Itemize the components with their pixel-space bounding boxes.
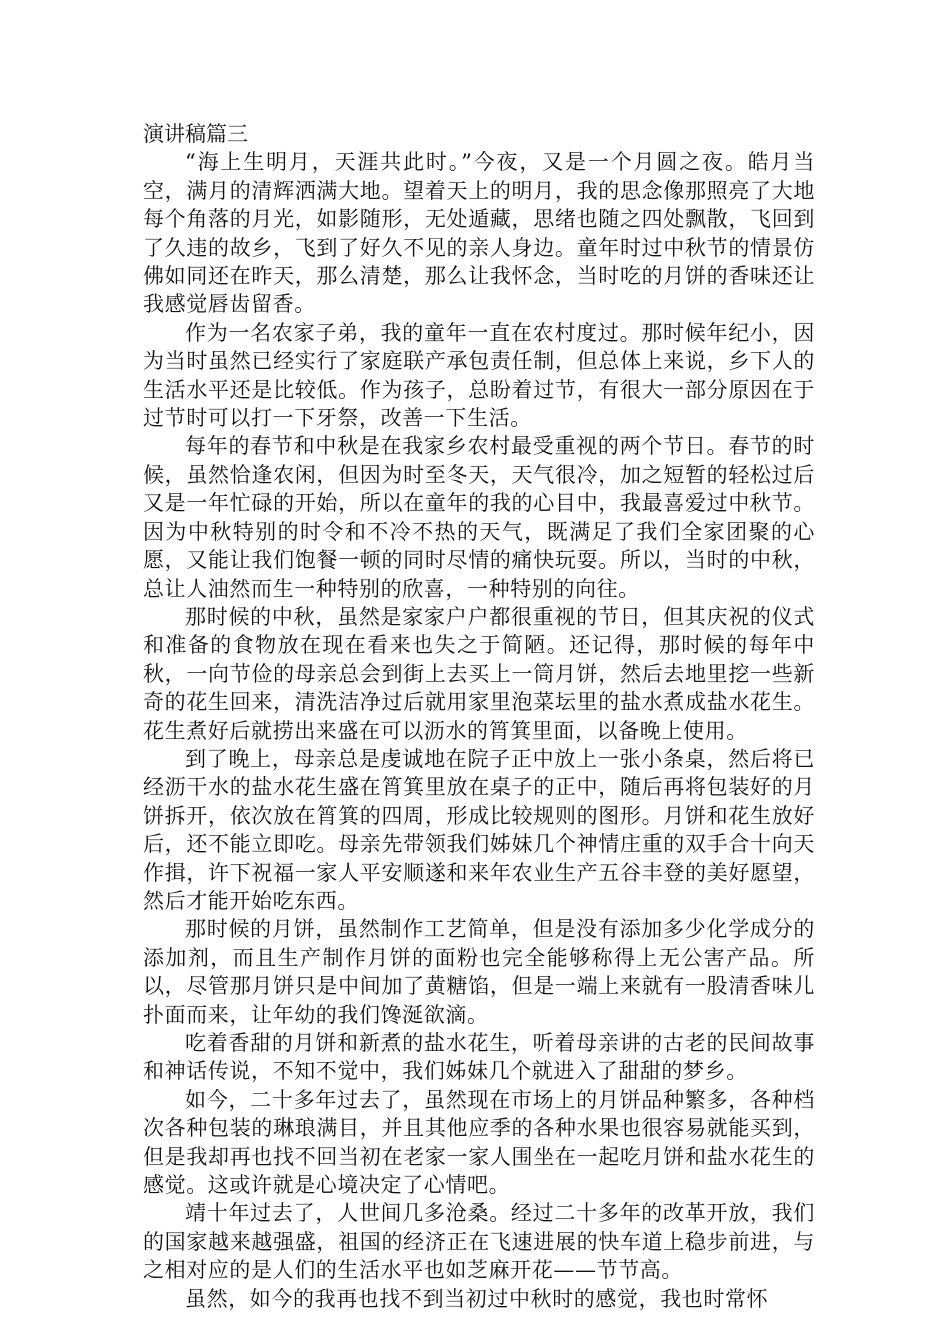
paragraph-3: 每年的春节和中秋是在我家乡农村最受重视的两个节日。春节的时候，虽然恰逢农闲，但因为时至冬天，天气很冷，加之短暂的轻松过后又是一年忙碌的开始，所以在童年的我的心目中，我最喜爱过中秋节。因为中秋特别的时令和不冷不热的天气，既满足了我们全家团聚的心愿，又能让我们饱餐一顿的同时尽情的痛快玩耍。所以，当时的中秋，总让人油然而生一种特别的欣喜，一种特别的向往。 [143,434,815,601]
paragraph-5: 到了晚上，母亲总是虔诚地在院子正中放上一张小条桌，然后将已经沥干水的盐水花生盛在筲箕里放在桌子的正中，随后再将包装好的月饼拆开，依次放在筲箕的四周，形成比较规则的图形。月饼和花生放好后，还不能立即吃。母亲先带领我们姊妹几个神情庄重的双手合十向天作揖，许下祝福一家人平安顺遂和来年农业生产五谷丰登的美好愿望，然后才能开始吃东西。 [143,746,815,913]
paragraph-9: 靖十年过去了，人世间几多沧桑。经过二十多年的改革开放，我们的国家越来越强盛，祖国的经济正在飞速进展的快车道上稳步前进，与之相对应的是人们的生活水平也如芝麻开花——节节高。 [143,1201,815,1283]
paragraph-6: 那时候的月饼，虽然制作工艺简单，但是没有添加多少化学成分的添加剂，而且生产制作月饼的面粉也完全能够称得上无公害产品。所以，尽管那月饼只是中间加了黄糖馅，但是一端上来就有一股清香味儿扑面而来，让年幼的我们馋涎欲滴。 [143,917,815,1027]
paragraph-1: “海上生明月，天涯共此时。”今夜，又是一个月圆之夜。皓月当空，满月的清辉洒满大地。望着天上的明月，我的思念像那照亮了大地每个角落的月光，如影随形，无处遁藏，思绪也随之四处飘散，飞回到了久违的故乡，飞到了好久不见的亲人身边。童年时过中秋节的情景仿佛如同还在昨天，那么清楚，那么让我怀念，当时吃的月饼的香味还让我感觉唇齿留香。 [143,150,815,317]
document-page [143,120,815,1313]
paragraph-8: 如今，二十多年过去了，虽然现在市场上的月饼品种繁多，各种档次各种包装的琳琅满目，并且其他应季的各种水果也很容易就能买到，但是我却再也找不回当初在老家一家人围坐在一起吃月饼和盐水花生的感觉。这或许就是心境决定了心情吧。 [143,1087,815,1198]
paragraph-7: 吃着香甜的月饼和新煮的盐水花生，听着母亲讲的古老的民间故事和神话传说，不知不觉中，我们姊妹几个就进入了甜甜的梦乡。 [143,1031,815,1084]
paragraph-10: 虽然，如今的我再也找不到当初过中秋时的感觉，我也时常怀 [185,1286,769,1311]
paragraph-2: 作为一名农家子弟，我的童年一直在农村度过。那时候年纪小，因为当时虽然已经实行了家庭联产承包责任制，但总体上来说，乡下人的生活水平还是比较低。作为孩子，总盼着过节，有很大一部分原因在于过节时可以打一下牙祭，改善一下生活。 [143,320,815,431]
paragraph-4: 那时候的中秋，虽然是家家户户都很重视的节日，但其庆祝的仪式和准备的食物放在现在看来也失之于简陋。还记得，那时候的每年中秋，一向节俭的母亲总会到街上去买上一筒月饼，然后去地里挖一些新奇的花生回来，清洗洁净过后就用家里泡菜坛里的盐水煮成盐水花生。花生煮好后就捞出来盛在可以沥水的筲箕里面，以备晚上使用。 [143,604,815,743]
document-title: 演讲稿篇三 [143,122,248,146]
